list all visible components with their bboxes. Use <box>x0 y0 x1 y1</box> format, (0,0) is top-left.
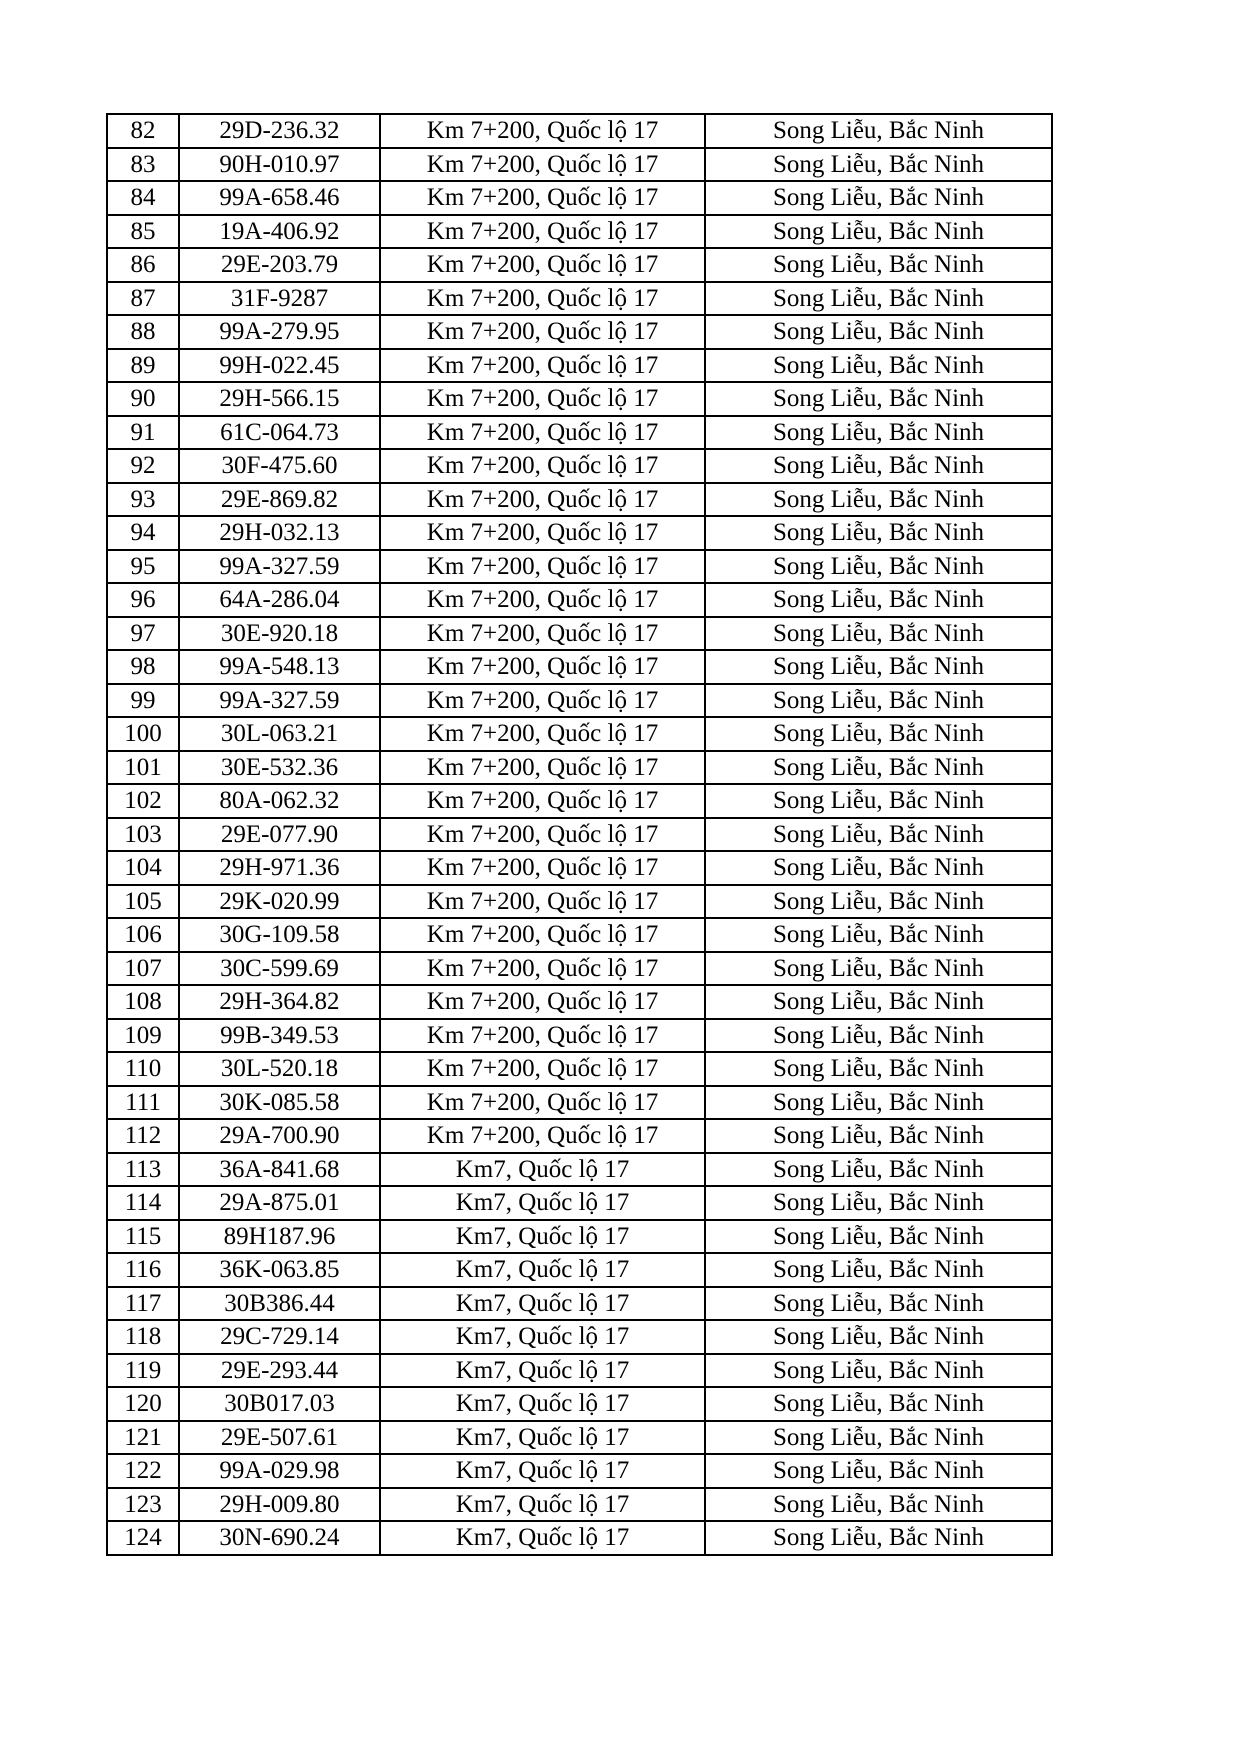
location-cell: Km 7+200, Quốc lộ 17 <box>380 885 705 919</box>
table-row <box>107 1287 1052 1321</box>
location-cell: Km 7+200, Quốc lộ 17 <box>380 583 705 617</box>
area-cell: Song Liễu, Bắc Ninh <box>705 1320 1052 1354</box>
table-row <box>107 784 1052 818</box>
license-plate-cell: 30N-690.24 <box>179 1521 380 1555</box>
area-cell: Song Liễu, Bắc Ninh <box>705 650 1052 684</box>
area-cell: Song Liễu, Bắc Ninh <box>705 483 1052 517</box>
license-plate-cell: 30E-532.36 <box>179 751 380 785</box>
row-number-cell: 116 <box>107 1253 179 1287</box>
license-plate-cell: 36A-841.68 <box>179 1153 380 1187</box>
area-cell: Song Liễu, Bắc Ninh <box>705 382 1052 416</box>
row-number-cell: 105 <box>107 885 179 919</box>
license-plate-cell: 64A-286.04 <box>179 583 380 617</box>
location-cell: Km7, Quốc lộ 17 <box>380 1220 705 1254</box>
area-cell: Song Liễu, Bắc Ninh <box>705 583 1052 617</box>
location-cell: Km7, Quốc lộ 17 <box>380 1387 705 1421</box>
license-plate-cell: 30C-599.69 <box>179 952 380 986</box>
table-row <box>107 1153 1052 1187</box>
license-plate-cell: 29K-020.99 <box>179 885 380 919</box>
license-plate-cell: 31F-9287 <box>179 282 380 316</box>
row-number-cell: 94 <box>107 516 179 550</box>
license-plate-cell: 29E-293.44 <box>179 1354 380 1388</box>
table-row <box>107 1354 1052 1388</box>
table-row <box>107 349 1052 383</box>
table-row <box>107 1052 1052 1086</box>
location-cell: Km7, Quốc lộ 17 <box>380 1521 705 1555</box>
license-plate-cell: 99A-029.98 <box>179 1454 380 1488</box>
license-plate-cell: 90H-010.97 <box>179 148 380 182</box>
area-cell: Song Liễu, Bắc Ninh <box>705 1488 1052 1522</box>
row-number-cell: 90 <box>107 382 179 416</box>
table-row <box>107 1521 1052 1555</box>
location-cell: Km 7+200, Quốc lộ 17 <box>380 148 705 182</box>
table-row <box>107 315 1052 349</box>
row-number-cell: 92 <box>107 449 179 483</box>
location-cell: Km 7+200, Quốc lộ 17 <box>380 717 705 751</box>
license-plate-cell: 29H-971.36 <box>179 851 380 885</box>
location-cell: Km 7+200, Quốc lộ 17 <box>380 851 705 885</box>
row-number-cell: 89 <box>107 349 179 383</box>
area-cell: Song Liễu, Bắc Ninh <box>705 181 1052 215</box>
table-row <box>107 717 1052 751</box>
area-cell: Song Liễu, Bắc Ninh <box>705 1287 1052 1321</box>
row-number-cell: 93 <box>107 483 179 517</box>
location-cell: Km7, Quốc lộ 17 <box>380 1454 705 1488</box>
row-number-cell: 124 <box>107 1521 179 1555</box>
row-number-cell: 113 <box>107 1153 179 1187</box>
license-plate-cell: 99A-327.59 <box>179 684 380 718</box>
area-cell: Song Liễu, Bắc Ninh <box>705 684 1052 718</box>
table-row <box>107 885 1052 919</box>
location-cell: Km 7+200, Quốc lộ 17 <box>380 215 705 249</box>
table-row <box>107 1421 1052 1455</box>
location-cell: Km7, Quốc lộ 17 <box>380 1186 705 1220</box>
location-cell: Km 7+200, Quốc lộ 17 <box>380 282 705 316</box>
row-number-cell: 123 <box>107 1488 179 1522</box>
table-row <box>107 583 1052 617</box>
area-cell: Song Liễu, Bắc Ninh <box>705 1186 1052 1220</box>
area-cell: Song Liễu, Bắc Ninh <box>705 1153 1052 1187</box>
location-cell: Km7, Quốc lộ 17 <box>380 1253 705 1287</box>
violation-table <box>106 113 1053 1556</box>
license-plate-cell: 19A-406.92 <box>179 215 380 249</box>
location-cell: Km 7+200, Quốc lộ 17 <box>380 918 705 952</box>
table-row <box>107 215 1052 249</box>
area-cell: Song Liễu, Bắc Ninh <box>705 885 1052 919</box>
license-plate-cell: 99A-548.13 <box>179 650 380 684</box>
license-plate-cell: 29C-729.14 <box>179 1320 380 1354</box>
license-plate-cell: 80A-062.32 <box>179 784 380 818</box>
table-row <box>107 449 1052 483</box>
license-plate-cell: 29E-869.82 <box>179 483 380 517</box>
area-cell: Song Liễu, Bắc Ninh <box>705 1521 1052 1555</box>
license-plate-cell: 30L-063.21 <box>179 717 380 751</box>
row-number-cell: 121 <box>107 1421 179 1455</box>
row-number-cell: 109 <box>107 1019 179 1053</box>
area-cell: Song Liễu, Bắc Ninh <box>705 282 1052 316</box>
table-row <box>107 416 1052 450</box>
row-number-cell: 110 <box>107 1052 179 1086</box>
area-cell: Song Liễu, Bắc Ninh <box>705 717 1052 751</box>
row-number-cell: 108 <box>107 985 179 1019</box>
area-cell: Song Liễu, Bắc Ninh <box>705 1119 1052 1153</box>
license-plate-cell: 30B386.44 <box>179 1287 380 1321</box>
license-plate-cell: 99H-022.45 <box>179 349 380 383</box>
license-plate-cell: 29H-364.82 <box>179 985 380 1019</box>
row-number-cell: 83 <box>107 148 179 182</box>
table-row <box>107 181 1052 215</box>
table-row <box>107 1186 1052 1220</box>
table-row <box>107 617 1052 651</box>
location-cell: Km 7+200, Quốc lộ 17 <box>380 349 705 383</box>
row-number-cell: 106 <box>107 918 179 952</box>
table-row <box>107 1119 1052 1153</box>
table-row <box>107 114 1052 148</box>
license-plate-cell: 30E-920.18 <box>179 617 380 651</box>
location-cell: Km7, Quốc lộ 17 <box>380 1287 705 1321</box>
table-row <box>107 751 1052 785</box>
row-number-cell: 119 <box>107 1354 179 1388</box>
area-cell: Song Liễu, Bắc Ninh <box>705 349 1052 383</box>
row-number-cell: 118 <box>107 1320 179 1354</box>
table-row <box>107 550 1052 584</box>
table-row <box>107 918 1052 952</box>
row-number-cell: 104 <box>107 851 179 885</box>
location-cell: Km 7+200, Quốc lộ 17 <box>380 550 705 584</box>
location-cell: Km 7+200, Quốc lộ 17 <box>380 114 705 148</box>
table-row <box>107 684 1052 718</box>
area-cell: Song Liễu, Bắc Ninh <box>705 550 1052 584</box>
location-cell: Km 7+200, Quốc lộ 17 <box>380 650 705 684</box>
area-cell: Song Liễu, Bắc Ninh <box>705 952 1052 986</box>
location-cell: Km 7+200, Quốc lộ 17 <box>380 483 705 517</box>
location-cell: Km 7+200, Quốc lộ 17 <box>380 416 705 450</box>
location-cell: Km 7+200, Quốc lộ 17 <box>380 1086 705 1120</box>
location-cell: Km7, Quốc lộ 17 <box>380 1421 705 1455</box>
row-number-cell: 91 <box>107 416 179 450</box>
row-number-cell: 122 <box>107 1454 179 1488</box>
table-row <box>107 818 1052 852</box>
row-number-cell: 86 <box>107 248 179 282</box>
license-plate-cell: 99A-279.95 <box>179 315 380 349</box>
license-plate-cell: 30B017.03 <box>179 1387 380 1421</box>
table-row <box>107 483 1052 517</box>
license-plate-cell: 36K-063.85 <box>179 1253 380 1287</box>
license-plate-cell: 29H-009.80 <box>179 1488 380 1522</box>
row-number-cell: 88 <box>107 315 179 349</box>
location-cell: Km 7+200, Quốc lộ 17 <box>380 1052 705 1086</box>
table-row <box>107 1387 1052 1421</box>
location-cell: Km 7+200, Quốc lộ 17 <box>380 1019 705 1053</box>
area-cell: Song Liễu, Bắc Ninh <box>705 449 1052 483</box>
location-cell: Km7, Quốc lộ 17 <box>380 1153 705 1187</box>
license-plate-cell: 29E-077.90 <box>179 818 380 852</box>
row-number-cell: 112 <box>107 1119 179 1153</box>
license-plate-cell: 89H187.96 <box>179 1220 380 1254</box>
area-cell: Song Liễu, Bắc Ninh <box>705 516 1052 550</box>
area-cell: Song Liễu, Bắc Ninh <box>705 114 1052 148</box>
location-cell: Km 7+200, Quốc lộ 17 <box>380 818 705 852</box>
location-cell: Km 7+200, Quốc lộ 17 <box>380 751 705 785</box>
area-cell: Song Liễu, Bắc Ninh <box>705 918 1052 952</box>
location-cell: Km 7+200, Quốc lộ 17 <box>380 516 705 550</box>
row-number-cell: 111 <box>107 1086 179 1120</box>
license-plate-cell: 99B-349.53 <box>179 1019 380 1053</box>
row-number-cell: 96 <box>107 583 179 617</box>
area-cell: Song Liễu, Bắc Ninh <box>705 1421 1052 1455</box>
location-cell: Km 7+200, Quốc lộ 17 <box>380 784 705 818</box>
area-cell: Song Liễu, Bắc Ninh <box>705 1086 1052 1120</box>
row-number-cell: 97 <box>107 617 179 651</box>
license-plate-cell: 29H-566.15 <box>179 382 380 416</box>
table-row <box>107 148 1052 182</box>
table-row <box>107 1019 1052 1053</box>
table-row <box>107 1220 1052 1254</box>
area-cell: Song Liễu, Bắc Ninh <box>705 818 1052 852</box>
location-cell: Km 7+200, Quốc lộ 17 <box>380 449 705 483</box>
area-cell: Song Liễu, Bắc Ninh <box>705 1220 1052 1254</box>
license-plate-cell: 99A-327.59 <box>179 550 380 584</box>
area-cell: Song Liễu, Bắc Ninh <box>705 751 1052 785</box>
area-cell: Song Liễu, Bắc Ninh <box>705 1052 1052 1086</box>
area-cell: Song Liễu, Bắc Ninh <box>705 784 1052 818</box>
license-plate-cell: 29A-700.90 <box>179 1119 380 1153</box>
license-plate-cell: 99A-658.46 <box>179 181 380 215</box>
row-number-cell: 102 <box>107 784 179 818</box>
area-cell: Song Liễu, Bắc Ninh <box>705 617 1052 651</box>
license-plate-cell: 30L-520.18 <box>179 1052 380 1086</box>
table-row <box>107 1454 1052 1488</box>
location-cell: Km7, Quốc lộ 17 <box>380 1354 705 1388</box>
row-number-cell: 100 <box>107 717 179 751</box>
table-row <box>107 248 1052 282</box>
table-row <box>107 985 1052 1019</box>
license-plate-cell: 29D-236.32 <box>179 114 380 148</box>
location-cell: Km 7+200, Quốc lộ 17 <box>380 985 705 1019</box>
location-cell: Km 7+200, Quốc lộ 17 <box>380 1119 705 1153</box>
row-number-cell: 114 <box>107 1186 179 1220</box>
row-number-cell: 98 <box>107 650 179 684</box>
license-plate-cell: 29H-032.13 <box>179 516 380 550</box>
location-cell: Km 7+200, Quốc lộ 17 <box>380 684 705 718</box>
location-cell: Km 7+200, Quốc lộ 17 <box>380 248 705 282</box>
row-number-cell: 117 <box>107 1287 179 1321</box>
license-plate-cell: 29A-875.01 <box>179 1186 380 1220</box>
table-row <box>107 1488 1052 1522</box>
table-row <box>107 650 1052 684</box>
table-row <box>107 382 1052 416</box>
table-row <box>107 851 1052 885</box>
area-cell: Song Liễu, Bắc Ninh <box>705 215 1052 249</box>
table-row <box>107 1253 1052 1287</box>
license-plate-cell: 61C-064.73 <box>179 416 380 450</box>
row-number-cell: 82 <box>107 114 179 148</box>
location-cell: Km 7+200, Quốc lộ 17 <box>380 181 705 215</box>
table-body <box>107 114 1052 1555</box>
license-plate-cell: 30G-109.58 <box>179 918 380 952</box>
area-cell: Song Liễu, Bắc Ninh <box>705 1019 1052 1053</box>
location-cell: Km7, Quốc lộ 17 <box>380 1320 705 1354</box>
row-number-cell: 115 <box>107 1220 179 1254</box>
row-number-cell: 87 <box>107 282 179 316</box>
area-cell: Song Liễu, Bắc Ninh <box>705 1354 1052 1388</box>
license-plate-cell: 30F-475.60 <box>179 449 380 483</box>
area-cell: Song Liễu, Bắc Ninh <box>705 416 1052 450</box>
license-plate-cell: 30K-085.58 <box>179 1086 380 1120</box>
license-plate-cell: 29E-507.61 <box>179 1421 380 1455</box>
row-number-cell: 99 <box>107 684 179 718</box>
row-number-cell: 120 <box>107 1387 179 1421</box>
table-row <box>107 1320 1052 1354</box>
table-row <box>107 516 1052 550</box>
area-cell: Song Liễu, Bắc Ninh <box>705 248 1052 282</box>
location-cell: Km 7+200, Quốc lộ 17 <box>380 952 705 986</box>
area-cell: Song Liễu, Bắc Ninh <box>705 148 1052 182</box>
area-cell: Song Liễu, Bắc Ninh <box>705 851 1052 885</box>
area-cell: Song Liễu, Bắc Ninh <box>705 315 1052 349</box>
area-cell: Song Liễu, Bắc Ninh <box>705 1253 1052 1287</box>
row-number-cell: 95 <box>107 550 179 584</box>
location-cell: Km7, Quốc lộ 17 <box>380 1488 705 1522</box>
area-cell: Song Liễu, Bắc Ninh <box>705 985 1052 1019</box>
location-cell: Km 7+200, Quốc lộ 17 <box>380 617 705 651</box>
table-row <box>107 952 1052 986</box>
location-cell: Km 7+200, Quốc lộ 17 <box>380 315 705 349</box>
location-cell: Km 7+200, Quốc lộ 17 <box>380 382 705 416</box>
license-plate-cell: 29E-203.79 <box>179 248 380 282</box>
area-cell: Song Liễu, Bắc Ninh <box>705 1387 1052 1421</box>
table-row <box>107 282 1052 316</box>
row-number-cell: 84 <box>107 181 179 215</box>
table-row <box>107 1086 1052 1120</box>
row-number-cell: 101 <box>107 751 179 785</box>
row-number-cell: 85 <box>107 215 179 249</box>
row-number-cell: 107 <box>107 952 179 986</box>
row-number-cell: 103 <box>107 818 179 852</box>
area-cell: Song Liễu, Bắc Ninh <box>705 1454 1052 1488</box>
